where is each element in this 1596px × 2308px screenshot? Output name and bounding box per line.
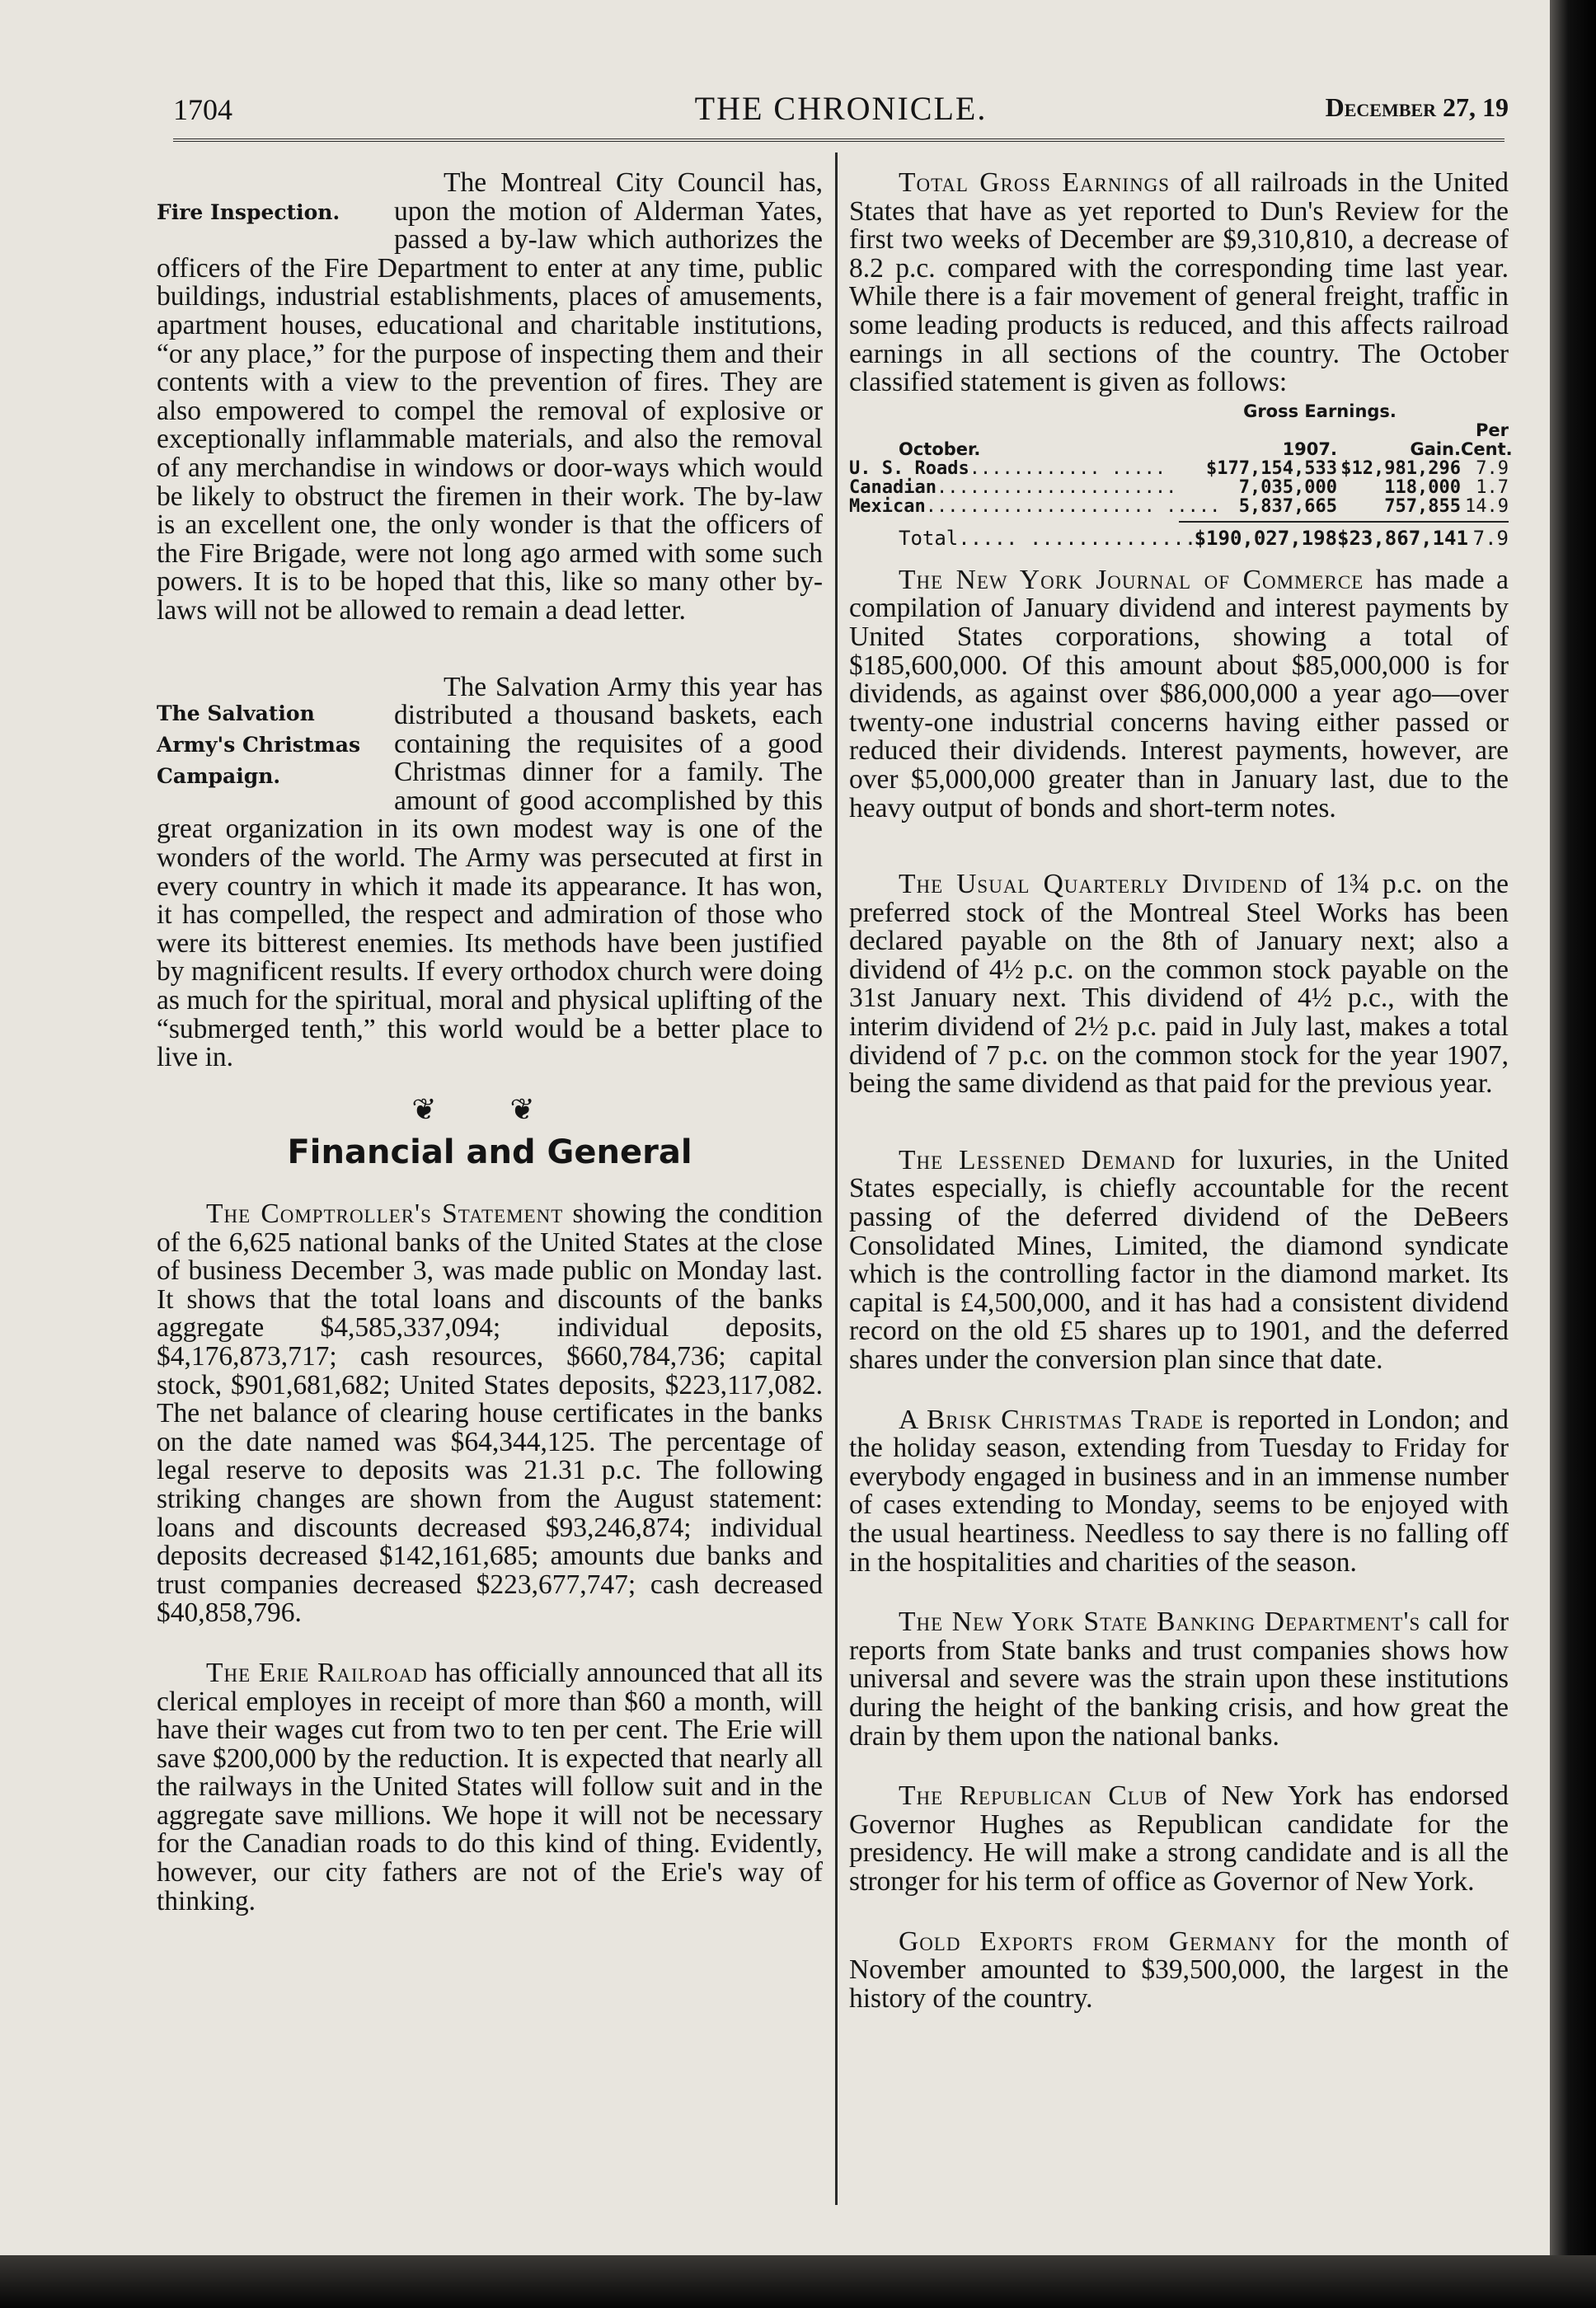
cell-percent: 7.9 (1472, 526, 1509, 550)
row-label: Mexican (849, 495, 926, 517)
table-group-header-row (849, 402, 1509, 421)
article-text: showing the condition of the 6,625 national banks of the United States at the close of business December 3, was made public on Monday last. It shows that the total loans and discounts of the banks aggregate $4,585,337,094; individual deposits, $4,176,873,717; cash resources, $660,784,736; capital stock, $901,681,682; United States deposits, $223,117,082. The net balance of clearing house certificates in the banks on the date named was $64,344,125. The percentage of legal reserve to deposits was 21.31 p.c. The following striking changes are shown from the August statement: loans and discounts decreased $93,246,874; individual deposits decreased $142,161,685; amounts due banks and trust companies decreased $223,677,747; cash decreased $40,858,796. (157, 1199, 823, 1629)
earnings-table (849, 401, 1513, 550)
table-total-row (849, 526, 1509, 550)
row-label: Canadian (849, 476, 936, 498)
lead-words: Total Gross Earnings (899, 167, 1171, 198)
cell-earnings: 7,035,000 (1238, 476, 1337, 498)
column-divider (835, 152, 838, 2205)
lead-words: The Comptroller's Statement (206, 1199, 564, 1229)
article-text: has officially announced that all its clerical employes in receipt of more than $60 a month, will have their wages cut from two to ten per cent. The Erie will save $200,000 by the reduction. It is expected that nearly all the railways in the United States will follow suit and in the aggregate save millions. We hope it will not be necessary for the Canadian roads to do this kind of thing. Evidently, however, our city fathers are not of the Erie's way of thinking. (157, 1657, 824, 1916)
article-banking-department (849, 1608, 1509, 1751)
cell-percent: 1.7 (1476, 476, 1509, 498)
table-header: 1907. (1282, 439, 1337, 459)
section-title: Financial and General (287, 1133, 692, 1172)
article-text: is reported in London; and the holiday season, extending from Tuesday to Friday for everybody engaged in business and in an immense number of cases extending to Monday, seems to be enjoyed with the usual heartiness. Needless to say there is no falling off in the hospitalities and charities of the season. (849, 1404, 1509, 1578)
cell-earnings: $177,154,533 (1206, 457, 1337, 479)
cell-earnings: 5,837,665 (1238, 495, 1337, 517)
article-text: for the month of November amounted to $39,500,000, the largest in the history of the country. (849, 1926, 1509, 2014)
article-quarterly-dividend (849, 870, 1509, 1099)
table-header-row (849, 420, 1513, 459)
article-christmas-trade (849, 1406, 1509, 1578)
row-label: Total (899, 526, 959, 550)
article-text: The Montreal City Council has, upon the motion of Alderman Yates, passed a by-law which authorizes the officers of the Fire Department to enter at any time, public buildings, industrial establishments, places of amusements, apartment houses, educational and charitable institutions, “or any place,” for the purpose of inspecting them and their contents with a view to the prevention of fires. They are also empowered to compel the removal of explosive or exceptionally inflammable materials, and also the removal of any merchandise in windows or door-ways which would be likely to obstruct the firemen in their work. The by-law is an excellent one, the only wonder is that the officers of the Fire Brigade, were not long ago armed with some such powers. It is to be hoped that this, like so many other by-laws will not be allowed to remain a dead letter. (157, 167, 823, 626)
cell-earnings: $190,027,198 (1194, 526, 1337, 550)
article-text: for luxuries, in the United States especially, is chiefly accountable for the recent passing of the deferred dividend of the DeBeers Consolidated Mines, Limited, the diamond syndicate which is the controlling factor in the diamond market. Its capital is £4,500,000, and it has had a consistent dividend record on the old £5 shares up to 1901, and the deferred shares under the conversion plan since that date. (849, 1144, 1509, 1375)
sidehead-salvation-army: The Salvation Army's Christmas Campaign. (157, 701, 361, 788)
lead-words: The New York Journal of Commerce (899, 564, 1364, 595)
row-leader-dots: ...................... (936, 476, 1177, 498)
cell-percent: 7.9 (1476, 457, 1509, 479)
page-number: 1704 (173, 93, 232, 126)
article-text: of 1¾ p.c. on the preferred stock of the Montreal Steel Works has been declared payable on the 8th of January next; also a dividend of 4½ p.c. on the common stock payable on the 31st January next. This dividend of 4½ p.c., with the interim dividend of 2½ p.c. paid in July last, makes a total dividend of 7 p.c. on the common stock for the year 1907, being the same dividend as that paid for the previous year. (849, 869, 1509, 1100)
article-fire-inspection (157, 169, 823, 626)
row-label: U. S. Roads (849, 457, 969, 479)
article-text: The Salvation Army this year has distributed a thousand baskets, each containing the requisites of a good Christmas dinner for a family. The amount of good accomplished by this great organization in its own modest way is one of the wonders of the world. The Army was persecuted at first in every country in which it made its appearance. It has won, it has compelled, the respect and admiration of those who were its bitterest enemies. Its methods have been justified by magnificent results. If every orthodox church were doing as much for the spiritual, moral and physical uplifting of the “submerged tenth,” this world would be a better place to live in. (157, 671, 823, 1073)
lead-words: The Lessened Demand (899, 1144, 1176, 1175)
header-rule (173, 138, 1504, 142)
scan-edge-shadow (1550, 0, 1596, 2308)
page-header (173, 89, 1509, 138)
table-row (849, 478, 1509, 497)
lead-words: The Republican Club (899, 1780, 1168, 1812)
row-leader-dots: ..................... ..... (925, 495, 1221, 517)
publication-title: THE CHRONICLE. (694, 90, 988, 127)
article-journal-of-commerce (849, 566, 1509, 823)
article-text: call for reports from State banks and trust companies shows how universal and severe was the strain upon these institutions during the height of the banking crisis, and how great the drain by them upon the national banks. (849, 1607, 1509, 1752)
table-group-header: Gross Earnings. (1243, 401, 1396, 421)
lead-words: A Brisk Christmas Trade (899, 1404, 1204, 1435)
article-comptroller-statement (157, 1200, 823, 1628)
table-header: October. (899, 439, 981, 459)
left-column (157, 169, 823, 1916)
table-header: Per Cent. (1461, 420, 1513, 459)
lead-words: The New York State Banking Department's (899, 1607, 1421, 1638)
lead-words: The Erie Railroad (206, 1657, 428, 1688)
row-leader-dots: ..... .............. (958, 526, 1197, 550)
article-gold-exports (849, 1928, 1509, 2014)
cell-gain: 118,000 (1384, 476, 1461, 498)
cell-gain: $23,867,141 (1337, 526, 1468, 550)
ornament-divider: ❦ ❦ (411, 1092, 568, 1126)
lead-words: The Usual Quarterly Dividend (899, 869, 1288, 900)
lead-words: Gold Exports from Germany (899, 1926, 1277, 1957)
article-erie-railroad (157, 1659, 823, 1916)
cell-gain: $12,981,296 (1340, 457, 1461, 479)
article-text: of all railroads in the United States that have as yet reported to Dun's Review for the first two weeks of December are $9,310,810, a decrease of 8.2 p.c. compared with the corresponding time last year. While there is a fair movement of general freight, traffic in some leading products is reduced, and this affects railroad earnings in all sections of the country. The October classified statement is given as follows: (849, 167, 1509, 398)
sidehead-fire-inspection: Fire Inspection. (157, 200, 340, 224)
article-gross-earnings (849, 169, 1509, 397)
article-republican-club (849, 1782, 1509, 1896)
table-total-rule (1179, 521, 1509, 523)
article-text: has made a compilation of January dividend and interest payments by United States corporations, showing a total of $185,600,000. Of this amount about $85,000,000 is for dividends, as against over $86,000,000 a year ago—over twenty-one industrial concerns having either passed or reduced their dividends. Interest payments, however, are over $5,000,000 greater than in January last, due to the heavy output of bonds and short-term notes. (849, 564, 1509, 823)
row-leader-dots: ............ ..... (969, 457, 1166, 479)
cell-gain: 757,855 (1384, 495, 1461, 517)
issue-date: December 27, 19 (1325, 92, 1509, 122)
cell-percent: 14.9 (1465, 495, 1509, 517)
article-text: of New York has endorsed Governor Hughes as Republican candidate for the presidency. He will make a strong candidate and is all the stronger for his term of office as Governor of New York. (849, 1780, 1509, 1897)
table-header: Gain. (1410, 439, 1461, 459)
scan-bottom-shadow (0, 2255, 1596, 2308)
article-lessened-demand (849, 1144, 1509, 1375)
table-row (849, 497, 1509, 516)
table-row (849, 459, 1509, 478)
article-salvation-army (157, 673, 823, 1072)
right-column (849, 167, 1513, 2014)
